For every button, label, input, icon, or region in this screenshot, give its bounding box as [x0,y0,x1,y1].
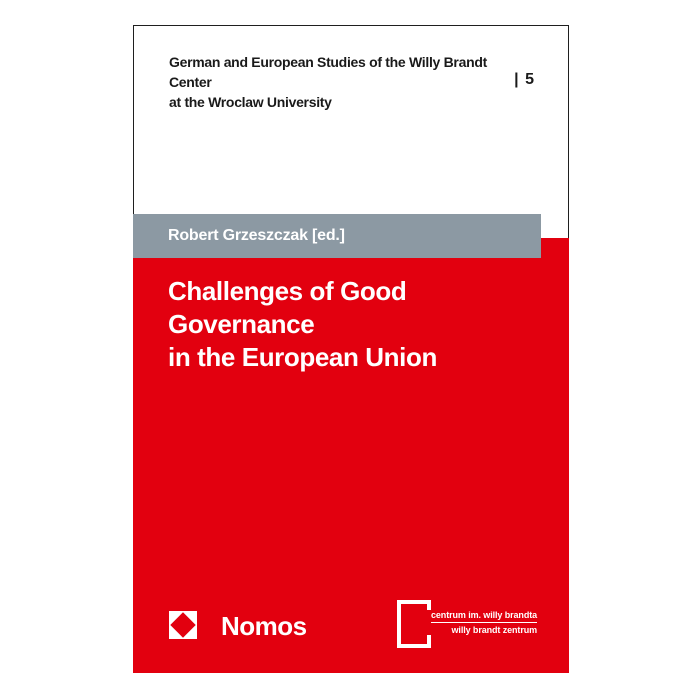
wbz-logo-line2: willy brandt zentrum [451,625,538,635]
cover-top-section [133,25,569,238]
nomos-diamond-shape [170,612,195,637]
series-title [169,52,509,112]
nomos-wordmark: Nomos [221,611,307,641]
author-bar [133,214,541,258]
series-title-line2: at the Wroclaw University [169,94,332,110]
author-name: Robert Grzeszczak [ed.] [168,227,345,244]
book-title [168,275,558,374]
wbz-logo-line1: centrum im. willy brandta [431,610,537,623]
wbz-logo-text [425,610,537,635]
series-title-line1: German and European Studies of the Willy Brandt Center [169,54,487,90]
series-issue-number: | 5 [514,71,535,88]
nomos-diamond-icon [169,611,197,639]
book-title-line1: Challenges of Good Governance [168,276,407,339]
willy-brandt-center-logo [395,598,538,652]
nomos-logo [169,611,307,639]
book-cover [133,25,569,673]
book-title-line2: in the European Union [168,342,437,372]
